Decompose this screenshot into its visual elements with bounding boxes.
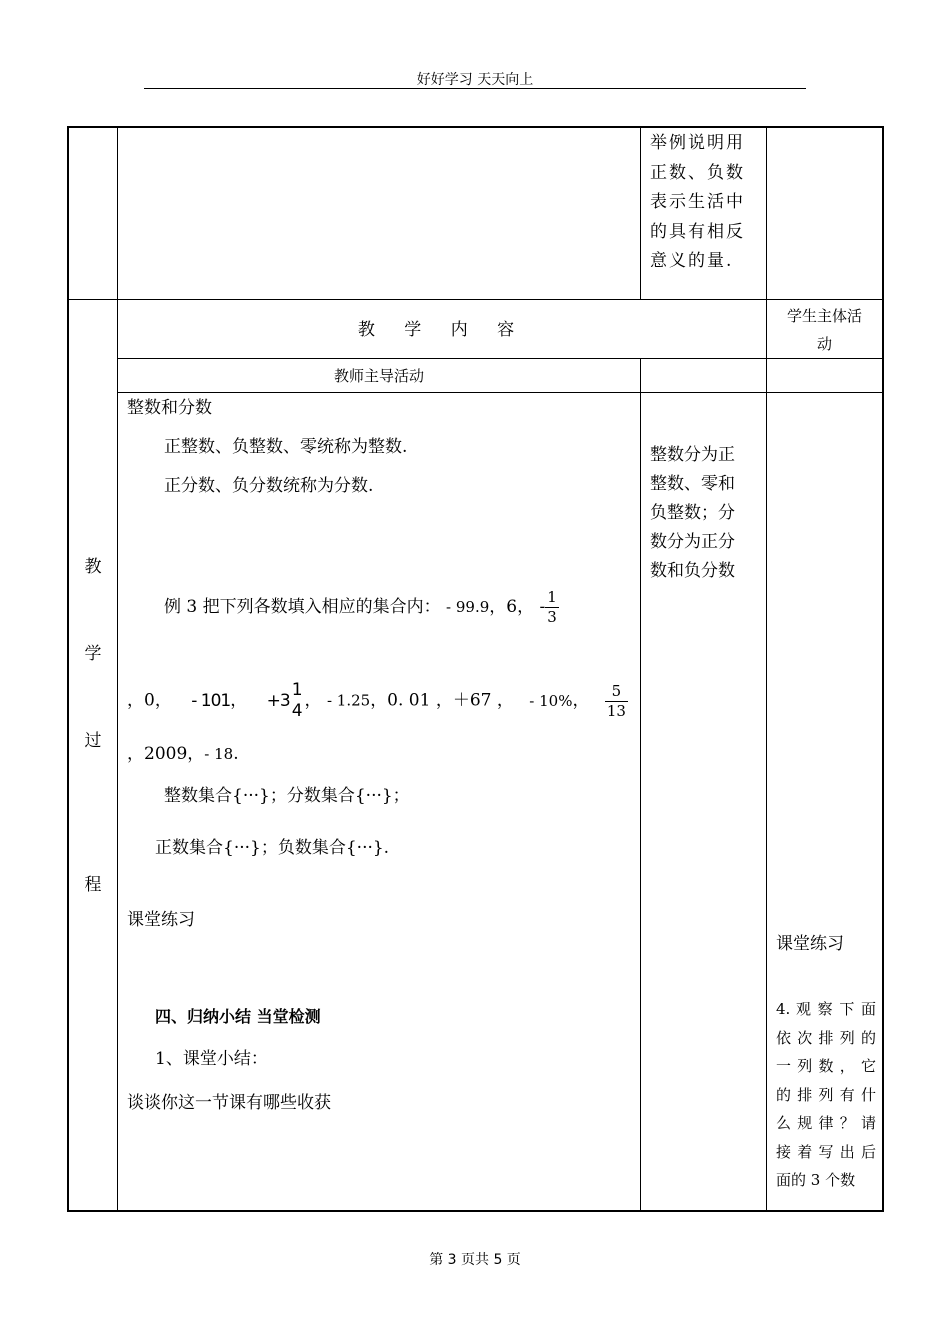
note-line: 整数、零和 [650,474,735,494]
number-item: - 10% [529,691,573,710]
task-line: 么 规 律 ？ 请 [776,1114,876,1132]
col-divider-2a [640,126,641,300]
mixed-fraction: 1 4 [291,680,303,721]
table-border-bottom [67,1210,884,1212]
note-line: 意义的量. [650,251,734,271]
number-item: +3 [266,690,290,711]
table-border-right [882,126,884,1212]
fraction-five-thirteenths: $\frac{5}{13}$ [606,681,626,720]
separator: ， [304,690,322,711]
col-divider-2b [640,359,641,1212]
note-line: 数分为正分 [650,532,735,552]
number-item: - 99.9 [446,598,490,616]
row-divider-2 [117,358,884,359]
teacher-subtitle: 教师主导活动 [333,367,424,385]
row-divider-3 [117,392,884,393]
number-item: - [539,597,546,617]
practice-heading: 课堂练习 [127,910,195,930]
note-line: 的具有相反 [650,221,745,242]
sets-line-2: 正数集合{···}；负数集合{···}. [155,838,390,858]
side-label-char: 程 [84,875,102,895]
separator: ， [230,690,248,711]
section-4-heading: 四、归纳小结 当堂检测 [155,1007,321,1026]
number-item: - 18 [204,745,234,763]
side-label-char: 过 [84,731,102,751]
task-line: 面的 3 个数 [776,1171,856,1189]
top-note [650,129,762,277]
example-3-line2 [127,682,628,720]
example-prefix: 例 3 把下列各数填入相应的集合内： [164,597,441,617]
separator: ，0. 01 ，＋67 ， [370,690,514,711]
note-line: 数和负分数 [650,561,735,581]
task-line: 4. 观 察 下 面 [776,1000,876,1018]
number-item: - 1.25 [326,691,371,710]
task-line: 接 着 写 出 后 [776,1142,876,1161]
table-border-left [67,126,69,1212]
page-footer: 第 3 页共 5 页 [429,1252,521,1268]
side-label-char: 教 [84,557,102,577]
task-line: 一 列 数 ， 它 [776,1057,876,1075]
header-rule [144,88,806,89]
student-title-line: 学生主体活 [786,307,862,325]
note-line: 举例说明用 [650,133,745,153]
integers-definition: 正整数、负整数、零统称为整数. [164,437,408,457]
fraction-one-third: $\frac{1}{3}$ [547,588,557,626]
page-header: 好好学习 天天向上 [416,72,534,88]
content-title: 教 学 内 容 [357,320,527,340]
student-practice-heading: 课堂练习 [776,934,844,954]
note-line: 整数分为正 [650,445,735,465]
separator: . [233,744,239,764]
separator: ， [572,690,590,711]
number-item: - 101 [191,690,231,711]
integer-classification-note [650,441,762,586]
col-divider-3 [766,126,767,1212]
sets-line-1: 整数集合{···}；分数集合{···}； [164,786,410,806]
section-heading: 整数和分数 [127,398,212,418]
separator: ，6， [489,597,535,617]
col-divider-1 [117,126,118,1212]
example-3-line1 [164,590,559,625]
student-task [776,995,876,1195]
example-3-line3 [127,740,239,768]
student-title [767,302,882,358]
reflection-prompt: 谈谈你这一节课有哪些收获 [127,1093,331,1113]
note-line: 表示生活中 [650,192,745,212]
side-label-char: 学 [84,644,102,664]
fractions-definition: 正分数、负分数统称为分数. [164,476,374,496]
summary-heading: 1、课堂小结： [155,1049,268,1069]
row-divider-1 [67,299,884,300]
task-line: 依 次 排 列 的 [776,1028,876,1047]
separator: ，2009， [127,744,205,764]
student-title-line: 动 [816,335,832,353]
note-line: 负整数；分 [650,503,735,523]
note-line: 正数、负数 [650,162,745,183]
separator: ，0， [127,690,172,711]
task-line: 的 排 列 有 什 [776,1085,876,1104]
table-border-top [67,126,884,128]
